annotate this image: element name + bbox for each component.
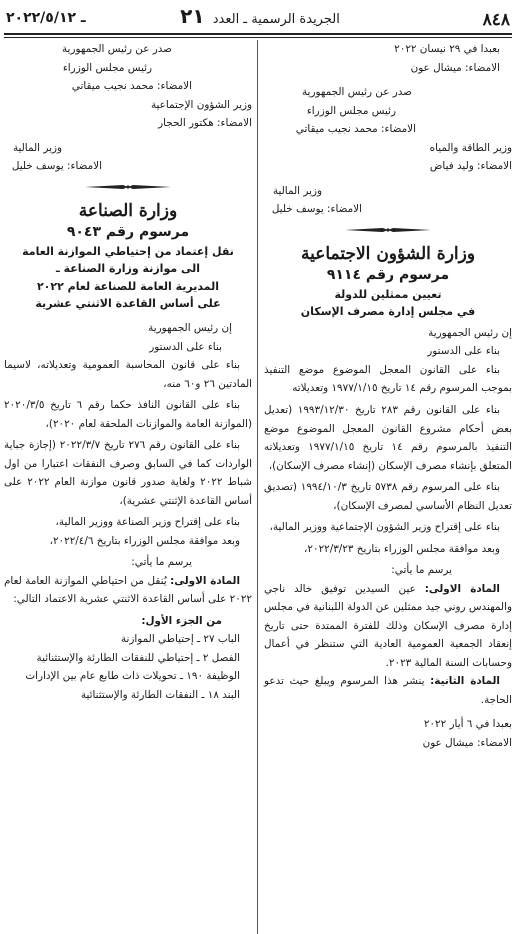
ornament-icon [343, 223, 433, 237]
preamble-line: بناء على الدستور [149, 340, 222, 353]
finance-minister-title: وزير المالية [12, 141, 62, 154]
article-1 [264, 580, 512, 673]
budget-item: الفصل ٢ ـ إحتياطي للنفقات الطارئة والإستثنائية [36, 651, 240, 664]
social-minister-signature: الامضاء: هكتور الحجار [158, 117, 252, 130]
preamble-paragraph: وبعد موافقة مجلس الوزراء بتاريخ ٢٠٢٢/٣/٢٣، [304, 542, 500, 555]
part-heading: من الجزء الأول: [141, 614, 222, 627]
ministry-heading: وزارة الصناعة [78, 200, 178, 221]
decree-title-line: على أساس القاعدة الاثنتي عشرية [35, 297, 221, 311]
preamble-line: إن رئيس الجمهورية [428, 326, 512, 339]
section-ornament [4, 180, 252, 194]
preamble-paragraph: بناء على المرسوم رقم ٥٧٣٨ تاريخ ١٩٩٤/١٠/٣ (تصديق تعديل النظام الأساسي لمصرف الإسكان)، [264, 481, 512, 512]
place-date-line: بعبدا في ٢٩ نيسان ٢٠٢٢ [394, 43, 500, 55]
article-1 [4, 572, 252, 609]
article-2-label: المادة الثانية: [430, 675, 500, 688]
decree-title-line: تعيين ممثلين للدولة [334, 287, 442, 301]
decree-title-line: المديرية العامة للصناعة لعام ٢٠٢٢ [36, 279, 220, 293]
finance-minister-signature: الامضاء: يوسف خليل [11, 160, 102, 173]
decrees-label: يرسم ما يأتي: [391, 564, 452, 577]
preamble-line: بناء على الدستور [427, 345, 500, 358]
issue-date: ـ ٢٠٢٢/٥/١٢ [6, 10, 86, 26]
preamble-paragraph: بناء على إقتراح وزير الشؤون الإجتماعية ووزير المالية، [269, 521, 500, 534]
decree-title-line: في مجلس إدارة مصرف الإسكان [300, 305, 476, 319]
budget-item: الباب ٢٧ ـ إحتياطي الموازنة [120, 633, 240, 646]
pm-signature: الامضاء: محمد نجيب ميقاتي [295, 123, 416, 136]
header-rule-thin [4, 37, 512, 38]
article-1-label: المادة الاولى: [424, 582, 500, 595]
article-2-text: ينشر هذا المرسوم ويبلغ حيث تدعو الحاجة. [264, 675, 512, 706]
section-ornament [264, 223, 512, 237]
ornament-icon [83, 180, 173, 194]
decree-title-line: نقل إعتماد من إحتياطي الموازنة العامة [22, 244, 234, 258]
issued-by-line: صدر عن رئيس الجمهورية [301, 86, 412, 99]
preamble-paragraph: بناء على القانون النافذ حكما رقم ٦ تاريخ ٢٠٢٠/٣/٥ (الموازنة العامة والموازنات الملحقة لعام ٢٠٢٠)، [4, 399, 252, 430]
issue-number: ٢١ [180, 4, 205, 28]
preamble-paragraph: بناء على القانون رقم ٢٨٣ تاريخ ١٩٩٣/١٢/٣٠ (تعديل بعض أحكام مشروع القانون المعجل الموضوع موضع التنفيذ بالمرسوم رقم ١٤ تاريخ ١٩٧٧/١/١٥ وتعديلاته المتعلق بإنشاء مصرف الإسكان (إنشاء مصرف الإسكان)، [264, 403, 513, 472]
article-1-text: يُنقل من احتياطي الموازنة العامة لعام ٢٠٢٢ على أساس القاعدة الاثنتي عشرية الاعتماد التالي: [4, 574, 252, 606]
preamble-paragraph: بناء على القانون المعجل الموضوع موضع التنفيذ بموجب المرسوم رقم ١٤ تاريخ ١٩٧٧/١/١٥ وتعديلاته [264, 363, 512, 395]
closing-place-date: بعبدا في ٦ أيار ٢٠٢٢ [423, 718, 512, 731]
decree-number: مرسوم رقم ٩٠٤٣ [66, 223, 190, 240]
ministry-heading: وزارة الشؤون الاجتماعية [300, 243, 476, 264]
column-divider [257, 40, 258, 934]
preamble-paragraph: بناء على القانون رقم ٢٧٦ تاريخ ٢٠٢٢/٣/٧ (إجازة جباية الواردات كما في السابق وصرف النفقات اعتبارا من اول شباط ٢٠٢٢ ولغاية صدور قانون موازنة العام ٢٠٢٢ على أساس القاعدة الإثنتي عشرية)، [4, 439, 252, 507]
article-2 [264, 672, 512, 709]
finance-minister-signature: الامضاء: يوسف خليل [271, 203, 362, 216]
preamble-paragraph: وبعد موافقة مجلس الوزراء بتاريخ ٢٠٢٢/٤/٦، [49, 534, 240, 547]
decree-number: مرسوم رقم ٩١١٤ [326, 266, 450, 283]
budget-item: البند ١٨ ـ النفقات الطارئة والإستثنائية [80, 688, 240, 701]
page-header [4, 4, 512, 34]
budget-item: الوظيفة ١٩٠ ـ تحويلات ذات طابع عام بين الإدارات [25, 670, 240, 683]
preamble-paragraph: بناء على قانون المحاسبة العمومية وتعديلاته، لاسيما المادتين ٢٦ و٦٠ منه، [4, 359, 252, 390]
preamble-paragraph: بناء على إقتراح وزير الصناعة ووزير المالية، [55, 516, 240, 529]
pm-title: رئيس مجلس الوزراء [306, 104, 396, 117]
energy-minister-signature: الامضاء: وليد فياض [429, 160, 512, 173]
issued-by-line: صدر عن رئيس الجمهورية [61, 43, 172, 55]
decrees-label: يرسم ما يأتي: [131, 556, 192, 569]
gazette-name: الجريدة الرسمية ـ العدد [212, 12, 340, 27]
president-signature: الامضاء: ميشال عون [410, 61, 500, 74]
page-number: ٨٤٨ [482, 10, 510, 30]
pm-signature: الامضاء: محمد نجيب ميقاتي [71, 80, 192, 93]
right-column [264, 40, 512, 752]
social-minister-title: وزير الشؤون الإجتماعية [150, 98, 252, 111]
header-rule [4, 33, 512, 35]
finance-minister-title: وزير المالية [272, 184, 322, 197]
decree-title-line: الى موازنة وزارة الصناعة ـ [55, 262, 201, 276]
preamble-line: إن رئيس الجمهورية [148, 322, 232, 335]
article-1-label: المادة الاولى: [170, 574, 241, 587]
left-column [4, 40, 252, 704]
article-1-text: عين السيدين توفيق خالد ناجي والمهندس روني جيد ممثلين عن الدولة اللبنانية في مجلس إدارة مصرف الإسكان وذلك للفترة الممتدة حتى تاريخ إنعقاد الجمعية العمومية العادية التي ستنظر في أعمال وحسابات السنة المالية ٢٠٢٣. [264, 582, 512, 669]
pm-title: رئيس مجلس الوزراء [62, 61, 152, 74]
closing-signature: الامضاء: ميشال عون [422, 736, 512, 749]
energy-minister-title: وزير الطاقة والمياه [429, 141, 512, 154]
